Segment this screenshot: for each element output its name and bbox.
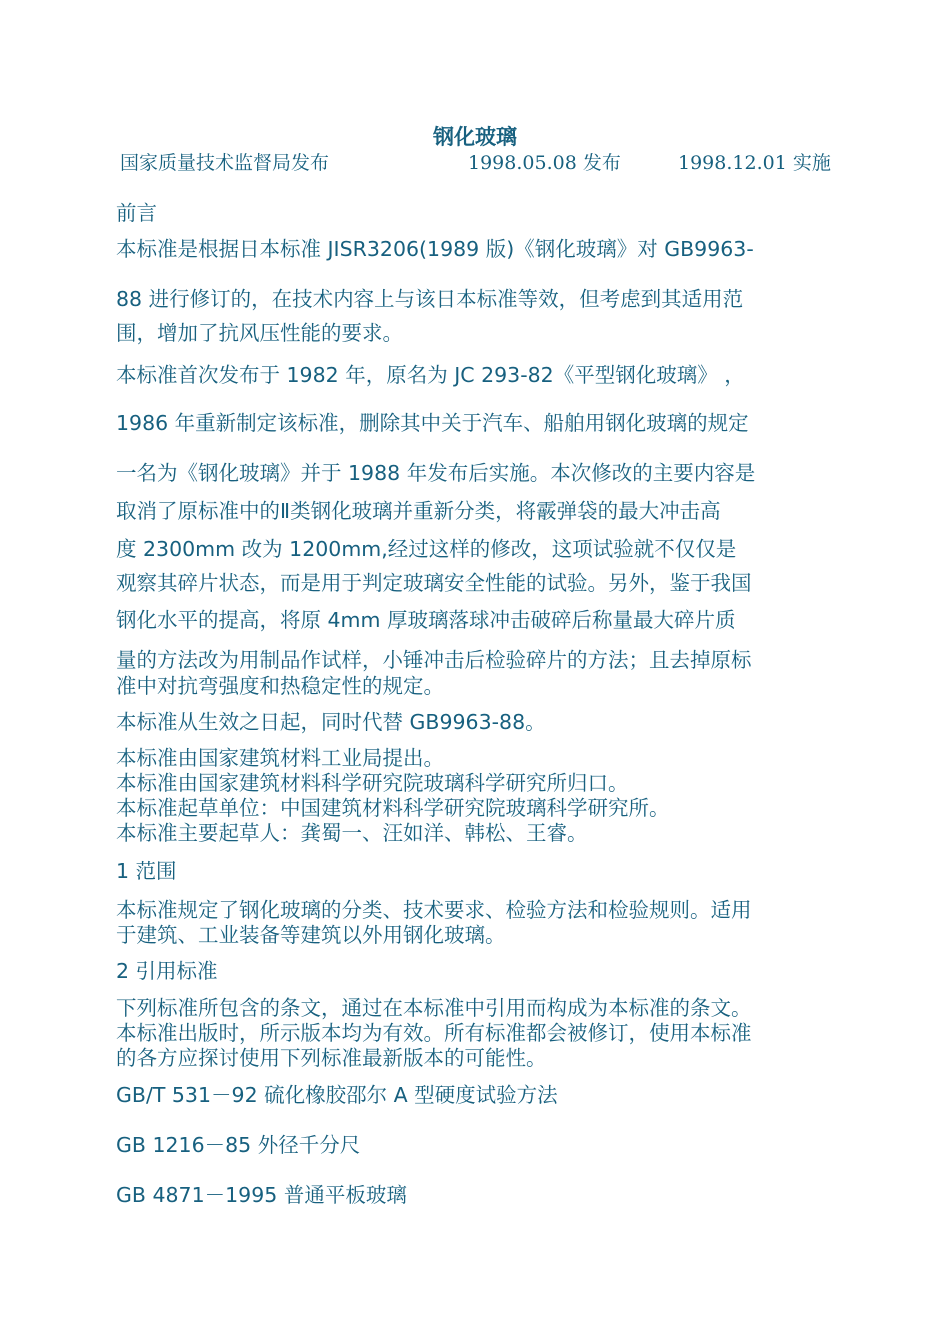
issuer-line: 国家质量技术监督局发布 — [120, 152, 330, 174]
foreword-p2-line8: 量的方法改为用制品作试样，小锤冲击后检验碎片的方法；且去掉原标 — [116, 648, 752, 672]
foreword-p4-line4: 本标准主要起草人：龚蜀一、汪如洋、韩松、王睿。 — [116, 821, 588, 845]
foreword-p4-line3: 本标准起草单位：中国建筑材料科学研究院玻璃科学研究所。 — [116, 796, 670, 820]
foreword-heading: 前言 — [116, 201, 157, 225]
foreword-p4-line1: 本标准由国家建筑材料工业局提出。 — [116, 746, 444, 770]
section2-line3: 的各方应探讨使用下列标准最新版本的可能性。 — [116, 1046, 547, 1070]
foreword-p2-line6: 观察其碎片状态，而是用于判定玻璃安全性能的试验。另外，鉴于我国 — [116, 571, 752, 595]
foreword-p1-line1: 本标准是根据日本标准 JISR3206(1989 版)《钢化玻璃》对 GB9963- — [116, 237, 754, 261]
section2-heading: 2 引用标准 — [116, 959, 218, 983]
foreword-p1-line3: 围，增加了抗风压性能的要求。 — [116, 321, 403, 345]
section1-line2: 于建筑、工业装备等建筑以外用钢化玻璃。 — [116, 923, 506, 947]
section1-heading: 1 范围 — [116, 859, 177, 883]
foreword-p2-line1: 本标准首次发布于 1982 年，原名为 JC 293-82《平型钢化玻璃》 ， — [116, 363, 745, 387]
section2-line2: 本标准出版时，所示版本均为有效。所有标准都会被修订，使用本标准 — [116, 1021, 752, 1045]
section2-line1: 下列标准所包含的条文，通过在本标准中引用而构成为本标准的条文。 — [116, 996, 752, 1020]
implement-date: 1998.12.01 实施 — [678, 152, 831, 174]
foreword-p4-line2: 本标准由国家建筑材料科学研究院玻璃科学研究所归口。 — [116, 771, 629, 795]
foreword-p2-line4: 取消了原标准中的Ⅱ类钢化玻璃并重新分类，将霰弹袋的最大冲击高 — [116, 499, 721, 523]
foreword-p1-line2: 88 进行修订的，在技术内容上与该日本标准等效，但考虑到其适用范 — [116, 287, 744, 311]
foreword-p2-line5: 度 2300mm 改为 1200mm,经过这样的修改，这项试验就不仅仅是 — [116, 537, 737, 561]
foreword-p2-line2: 1986 年重新制定该标准，删除其中关于汽车、船舶用钢化玻璃的规定 — [116, 411, 749, 435]
section1-line1: 本标准规定了钢化玻璃的分类、技术要求、检验方法和检验规则。适用 — [116, 898, 752, 922]
foreword-p2-line3: 一名为《钢化玻璃》并于 1988 年发布后实施。本次修改的主要内容是 — [116, 461, 756, 485]
document-title: 钢化玻璃 — [433, 125, 517, 149]
foreword-p3: 本标准从生效之日起，同时代替 GB9963-88。 — [116, 710, 546, 734]
foreword-p2-line9: 准中对抗弯强度和热稳定性的规定。 — [116, 674, 444, 698]
reference-item: GB 1216－85 外径千分尺 — [116, 1133, 361, 1157]
publish-date: 1998.05.08 发布 — [468, 152, 621, 174]
foreword-p2-line7: 钢化水平的提高，将原 4mm 厚玻璃落球冲击破碎后称量最大碎片质 — [116, 608, 736, 632]
reference-item: GB 4871－1995 普通平板玻璃 — [116, 1183, 407, 1207]
reference-item: GB/T 531－92 硫化橡胶邵尔 A 型硬度试验方法 — [116, 1083, 558, 1107]
